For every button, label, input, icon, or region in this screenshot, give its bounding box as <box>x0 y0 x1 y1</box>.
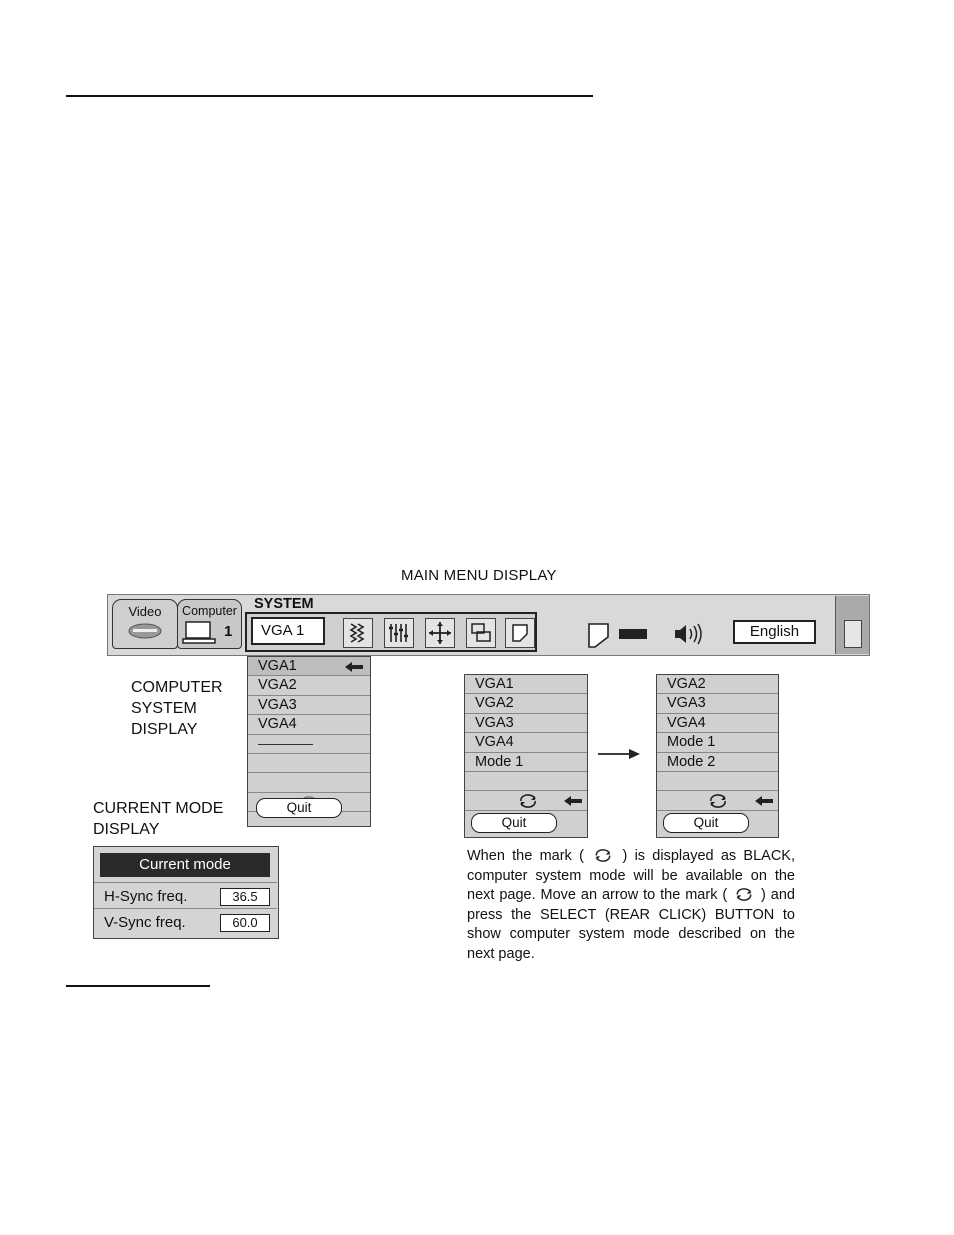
bottom-rule <box>66 985 210 987</box>
h-sync-row <box>94 882 277 910</box>
list-item[interactable] <box>465 694 587 713</box>
speaker-icon[interactable] <box>673 622 707 646</box>
top-rule <box>66 95 593 97</box>
cycle-row[interactable] <box>465 791 587 810</box>
cycle-icon[interactable] <box>517 794 539 808</box>
quit-button[interactable]: Quit <box>663 813 749 833</box>
list-item-blank <box>248 773 370 792</box>
list-item-label: Mode 1 <box>667 734 716 751</box>
computer-system-display-label <box>131 677 223 740</box>
list-item-label: VGA1 <box>258 658 297 674</box>
list-item[interactable] <box>657 675 778 694</box>
h-sync-value: 36.5 <box>220 888 270 906</box>
keystone-icon[interactable] <box>586 621 612 649</box>
list-item-blank[interactable] <box>248 735 370 754</box>
list-item-blank <box>465 772 587 791</box>
separator-line <box>258 744 313 745</box>
list-item-label: VGA2 <box>667 676 706 692</box>
tab-computer[interactable] <box>177 599 242 649</box>
system-label: SYSTEM <box>254 596 314 612</box>
computer-mode-list-before <box>464 674 588 838</box>
vcr-icon <box>127 622 163 640</box>
main-menu-bar <box>107 594 870 656</box>
computer-system-list <box>247 656 371 827</box>
list-item-label: VGA3 <box>667 695 706 712</box>
list-item-label: VGA1 <box>475 676 514 692</box>
description-paragraph <box>467 847 795 965</box>
list-item[interactable] <box>248 696 370 715</box>
left-arrow-icon <box>754 795 774 807</box>
list-item-label: VGA2 <box>258 677 297 694</box>
language-field[interactable]: English <box>733 620 816 644</box>
left-arrow-icon <box>344 661 364 673</box>
left-arrow-icon <box>563 795 583 807</box>
menu-scroll-button[interactable] <box>844 620 862 648</box>
label-line: SYSTEM <box>131 700 197 717</box>
list-item[interactable] <box>657 753 778 772</box>
image-adjust-icon <box>348 622 368 644</box>
list-item[interactable] <box>657 694 778 713</box>
cycle-row[interactable] <box>657 791 778 810</box>
move-arrows-icon <box>428 621 452 645</box>
label-line: DISPLAY <box>131 721 198 738</box>
cycle-icon <box>732 888 756 901</box>
quit-button[interactable]: Quit <box>256 798 342 818</box>
image-adjust-button[interactable] <box>343 618 373 648</box>
computer-number: 1 <box>224 623 233 640</box>
v-sync-label: V-Sync freq. <box>104 914 186 931</box>
description-text: ) is displayed as BLACK, computer system mode will be available on the next page. Move an arrow to the mark ( <box>467 848 796 904</box>
main-menu-heading: MAIN MENU DISPLAY <box>401 567 557 584</box>
list-item-blank <box>657 772 778 791</box>
list-item-label: VGA2 <box>475 695 514 712</box>
system-group <box>245 612 537 652</box>
page-icon <box>510 622 530 644</box>
list-item-label: Mode 1 <box>475 753 524 770</box>
list-item[interactable] <box>465 714 587 733</box>
list-item[interactable] <box>465 753 587 772</box>
list-item-blank <box>248 754 370 773</box>
list-item-label: Mode 2 <box>667 753 716 770</box>
description-text: When the mark ( <box>467 848 584 864</box>
cycle-icon <box>591 849 615 862</box>
position-button[interactable] <box>425 618 455 648</box>
list-item-label: VGA4 <box>475 734 514 751</box>
screen-icon <box>470 622 492 644</box>
v-sync-value: 60.0 <box>220 914 270 932</box>
monitor-icon <box>182 620 222 644</box>
page-button[interactable] <box>505 618 535 648</box>
current-mode-title: Current mode <box>100 853 270 877</box>
label-line: CURRENT MODE <box>93 800 224 817</box>
tab-computer-label: Computer <box>182 604 237 618</box>
description-text: ) and press the SELECT (REAR CLICK) BUTTON to show computer system mode described on the next page. <box>467 887 795 962</box>
list-item[interactable] <box>248 676 370 695</box>
list-item-label: VGA3 <box>475 714 514 731</box>
label-line: DISPLAY <box>93 821 160 838</box>
menu-scroll-area[interactable] <box>835 596 869 654</box>
list-item-label: VGA3 <box>258 696 297 713</box>
equalizer-button[interactable] <box>384 618 414 648</box>
list-item-label: VGA4 <box>258 716 297 733</box>
system-value-field[interactable]: VGA 1 <box>251 617 325 645</box>
computer-mode-list-after <box>656 674 779 838</box>
quit-button[interactable]: Quit <box>471 813 557 833</box>
h-sync-label: H-Sync freq. <box>104 888 188 905</box>
cycle-icon[interactable] <box>707 794 729 808</box>
current-mode-panel <box>93 846 279 939</box>
screen-button[interactable] <box>466 618 496 648</box>
label-line: COMPUTER <box>131 679 223 696</box>
tab-video[interactable] <box>112 599 178 649</box>
v-sync-row <box>94 908 277 936</box>
list-item[interactable] <box>465 733 587 752</box>
tab-video-label: Video <box>128 604 162 619</box>
list-item[interactable] <box>248 657 370 676</box>
list-item[interactable] <box>657 714 778 733</box>
list-item-label: VGA4 <box>667 714 706 731</box>
list-item[interactable] <box>248 715 370 734</box>
list-item[interactable] <box>465 675 587 694</box>
current-mode-display-label <box>93 798 223 840</box>
list-item[interactable] <box>657 733 778 752</box>
equalizer-icon <box>388 622 410 644</box>
projector-icon[interactable] <box>618 627 648 641</box>
right-arrow-icon <box>597 747 641 761</box>
